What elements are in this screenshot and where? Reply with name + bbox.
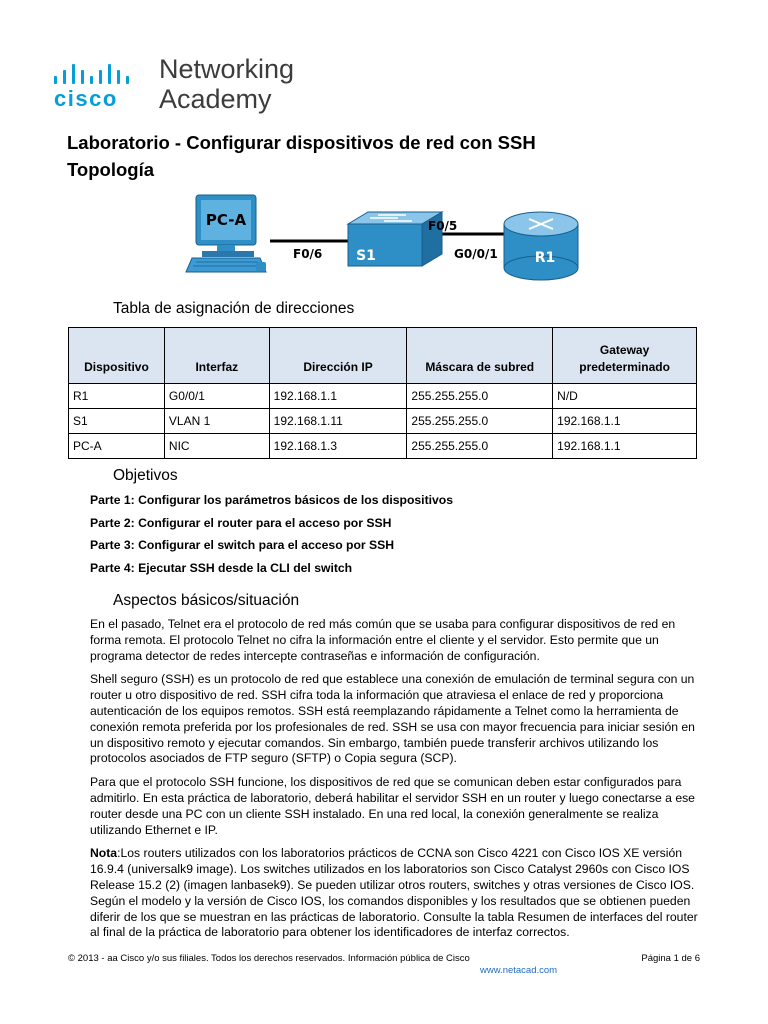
table-row <box>69 434 697 459</box>
switch-label: S1 <box>356 248 376 264</box>
port-label-f0-6: F0/6 <box>293 247 323 261</box>
background-heading: Aspectos básicos/situación <box>113 592 300 609</box>
table-cell: 255.255.255.0 <box>407 434 553 459</box>
objective-item: Parte 1: Configurar los parámetros básicos de los dispositivos <box>90 493 454 507</box>
router-label: R1 <box>534 250 556 266</box>
objective-item: Parte 4: Ejecutar SSH desde la CLI del switch <box>90 560 353 575</box>
logo-networking-text: Networking <box>159 54 295 84</box>
table-row <box>69 384 697 409</box>
column-header: Dispositivo <box>69 328 165 384</box>
table-cell: G0/0/1 <box>164 384 269 409</box>
address-table <box>68 327 697 459</box>
table-header-row <box>69 328 697 384</box>
column-header: Máscara de subred <box>407 328 553 384</box>
lab-title: Laboratorio - Configurar dispositivos de red con SSH <box>67 132 536 153</box>
port-label-f0-5: F0/5 <box>428 219 458 233</box>
table-cell: 255.255.255.0 <box>407 384 553 409</box>
footer-url-link[interactable]: www.netacad.com <box>480 965 558 976</box>
table-cell: 192.168.1.11 <box>269 409 407 434</box>
pc-icon <box>186 195 266 272</box>
objective-item: Parte 2: Configurar el router para el acceso por SSH <box>90 515 392 530</box>
table-cell: 255.255.255.0 <box>407 409 553 434</box>
column-header: Dirección IP <box>269 328 407 384</box>
footer-page-number: Página 1 de 6 <box>641 953 700 964</box>
table-cell: 192.168.1.3 <box>269 434 407 459</box>
paragraph: Shell seguro (SSH) es un protocolo de red que establece una conexión de emulación de terminal segura con un router u otro dispositivo de red. SSH cifra toda la información que atraviesa el enlace de red y proporciona autenticación de los equipos remotos. SSH está reemplazando rápidamente a Telnet como la herramienta de conexión remota preferida por los profesionales de red. SSH se usa con mayor frecuencia para iniciar sesión en un dispositivo remoto y ejecutar comandos. Sin embargo, también puede transferir archivos utilizando los protocolos asociados de FTP seguro (SFTP) o Copia segura (SCP). <box>90 672 695 766</box>
note-paragraph <box>90 846 702 941</box>
table-cell: PC-A <box>69 434 165 459</box>
column-header: Interfaz <box>164 328 269 384</box>
table-cell: VLAN 1 <box>164 409 269 434</box>
footer-copyright: © 2013 - aa Cisco y/o sus filiales. Todos los derechos reservados. Información pública de Cisco <box>68 953 470 964</box>
note-text: :Los routers utilizados con los laboratorios prácticos de CCNA son Cisco 4221 con Cisco IOS XE versión 16.9.4 (universalk9 image). Los switches utilizados en los laboratorios son Cisco Catalyst 2960s con Cisco IOS Release 15.2 (2) (imagen lanbasek9). Se pueden utilizar otros routers, switches y otras versiones de Cisco IOS. Según el modelo y la versión de Cisco IOS, los comandos disponibles y los resultados que se obtienen pueden diferir de los que se muestran en las prácticas de laboratorio. Consulte la tabla Resumen de interfaces del router al final de la práctica de laboratorio para obtener los identificadores de interfaz correctos. <box>90 846 698 940</box>
cisco-wordmark: cisco <box>54 86 118 111</box>
cisco-networking-academy-logo <box>52 56 312 118</box>
table-cell: S1 <box>69 409 165 434</box>
topology-diagram <box>170 192 590 284</box>
table-row <box>69 409 697 434</box>
objective-item: Parte 3: Configurar el switch para el acceso por SSH <box>90 538 395 552</box>
objectives-list <box>90 493 690 583</box>
port-label-g0-0-1: G0/0/1 <box>454 247 498 261</box>
table-cell: 192.168.1.1 <box>553 434 697 459</box>
cisco-bars-icon <box>54 62 144 84</box>
table-cell: 192.168.1.1 <box>269 384 407 409</box>
address-table-heading: Tabla de asignación de direcciones <box>113 300 355 317</box>
table-cell: R1 <box>69 384 165 409</box>
objectives-heading: Objetivos <box>113 467 178 484</box>
table-cell: NIC <box>164 434 269 459</box>
paragraph: En el pasado, Telnet era el protocolo de red más común que se usaba para configurar dispositivos de red en forma remota. El protocolo Telnet no cifra la información entre el cliente y el servidor. Esto permite que un programa detector de redes intercepte contraseñas e información de configuración. <box>90 617 676 663</box>
paragraph: Para que el protocolo SSH funcione, los dispositivos de red que se comunican deben estar configurados para admitirlo. En esta práctica de laboratorio, deberá habilitar el servidor SSH en un router y luego conectarse a ese router desde una PC con un cliente SSH instalado. En una red local, la conexión generalmente se realiza utilizando Ethernet e IP. <box>90 775 695 837</box>
note-label: Nota <box>90 846 118 861</box>
table-cell: N/D <box>553 384 697 409</box>
column-header: Gateway predeterminado <box>553 328 697 384</box>
topology-heading: Topología <box>67 159 154 180</box>
router-icon <box>504 212 578 280</box>
pc-label: PC-A <box>205 211 247 229</box>
background-text <box>90 617 702 949</box>
table-cell: 192.168.1.1 <box>553 409 697 434</box>
logo-academy-text: Academy <box>159 84 272 114</box>
